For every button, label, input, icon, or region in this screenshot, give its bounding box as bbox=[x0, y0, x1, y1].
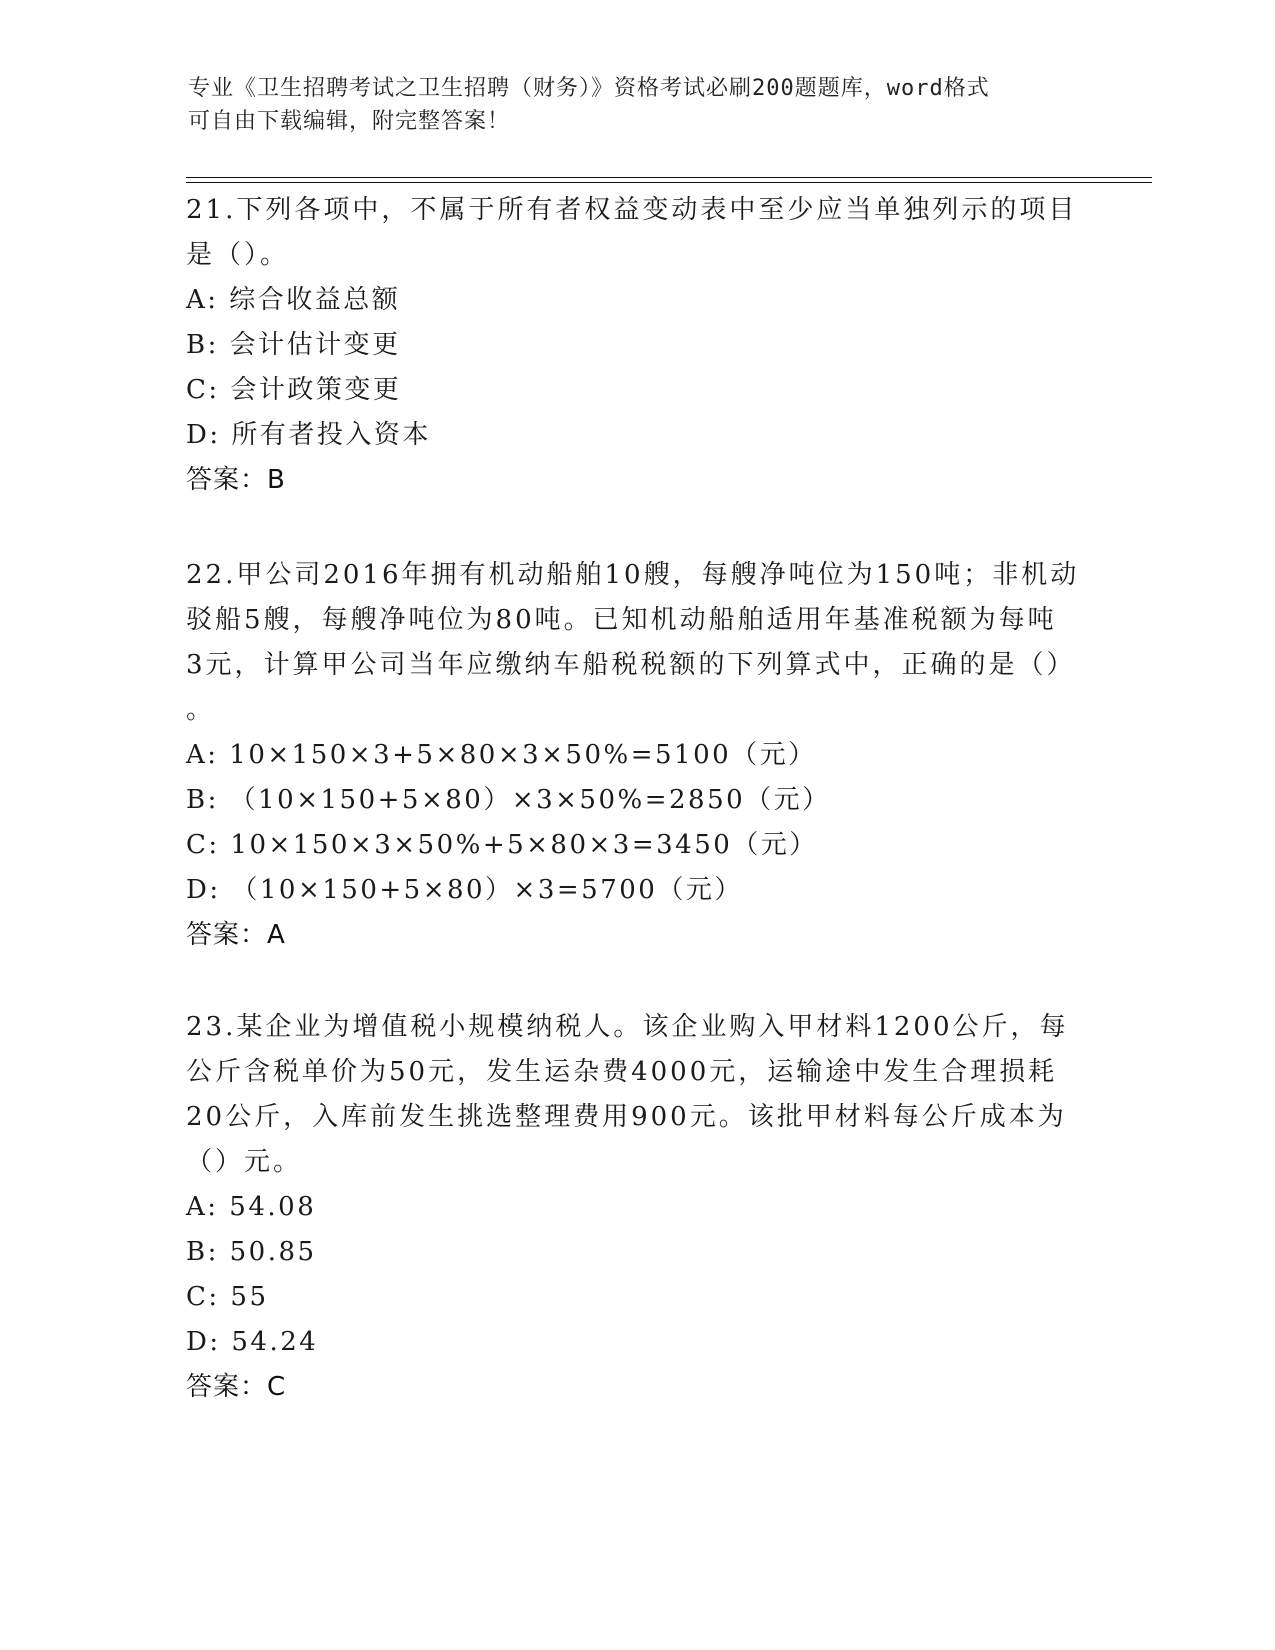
header-line-2: 可自由下载编辑，附完整答案！ bbox=[188, 109, 511, 134]
answer-line: 答案：C bbox=[186, 1372, 287, 1402]
question-stem-line: 22.甲公司2016年拥有机动船舶10艘，每艘净吨位为150吨；非机动 bbox=[186, 560, 1080, 590]
option-c: C: 55 bbox=[186, 1282, 269, 1312]
question-22 bbox=[186, 553, 1086, 958]
question-stem-line: 3元，计算甲公司当年应缴纳车船税税额的下列算式中，正确的是（） bbox=[186, 650, 1076, 680]
question-stem-line: 23.某企业为增值税小规模纳税人。该企业购入甲材料1200公斤，每 bbox=[186, 1012, 1069, 1042]
question-stem-line: （）元。 bbox=[186, 1147, 303, 1177]
document-header bbox=[188, 72, 1068, 138]
answer-line: 答案：B bbox=[186, 465, 286, 495]
option-b: B: 50.85 bbox=[186, 1237, 317, 1267]
answer-line: 答案：A bbox=[186, 920, 286, 950]
question-stem-line: 公斤含税单价为50元，发生运杂费4000元，运输途中发生合理损耗 bbox=[186, 1057, 1058, 1087]
question-stem-line: 是（）。 bbox=[186, 240, 290, 270]
option-d: D: （10×150+5×80）×3=5700（元） bbox=[186, 875, 743, 905]
header-divider-bottom bbox=[186, 182, 1152, 183]
option-d: D: 54.24 bbox=[186, 1327, 319, 1357]
question-21 bbox=[186, 188, 1086, 503]
option-b: B: （10×150+5×80）×3×50%=2850（元） bbox=[186, 785, 831, 815]
option-a: A: 10×150×3+5×80×3×50%=5100（元） bbox=[186, 740, 817, 770]
question-stem-line: 20公斤，入库前发生挑选整理费用900元。该批甲材料每公斤成本为 bbox=[186, 1102, 1067, 1132]
option-b: B: 会计估计变更 bbox=[186, 330, 401, 360]
question-stem-line: 21.下列各项中，不属于所有者权益变动表中至少应当单独列示的项目 bbox=[186, 195, 1078, 225]
option-a: A: 54.08 bbox=[186, 1192, 317, 1222]
header-line-1: 专业《卫生招聘考试之卫生招聘（财务）》资格考试必刷200题题库，word格式 bbox=[188, 76, 990, 101]
question-23 bbox=[186, 1005, 1086, 1410]
option-a: A: 综合收益总额 bbox=[186, 285, 401, 315]
option-c: C: 10×150×3×50%+5×80×3=3450（元） bbox=[186, 830, 818, 860]
question-stem-line: 驳船5艘，每艘净吨位为80吨。已知机动船舶适用年基准税额为每吨 bbox=[186, 605, 1057, 635]
option-d: D: 所有者投入资本 bbox=[186, 420, 431, 450]
question-stem-line: 。 bbox=[186, 695, 216, 725]
header-divider-top bbox=[186, 177, 1152, 178]
option-c: C: 会计政策变更 bbox=[186, 375, 402, 405]
